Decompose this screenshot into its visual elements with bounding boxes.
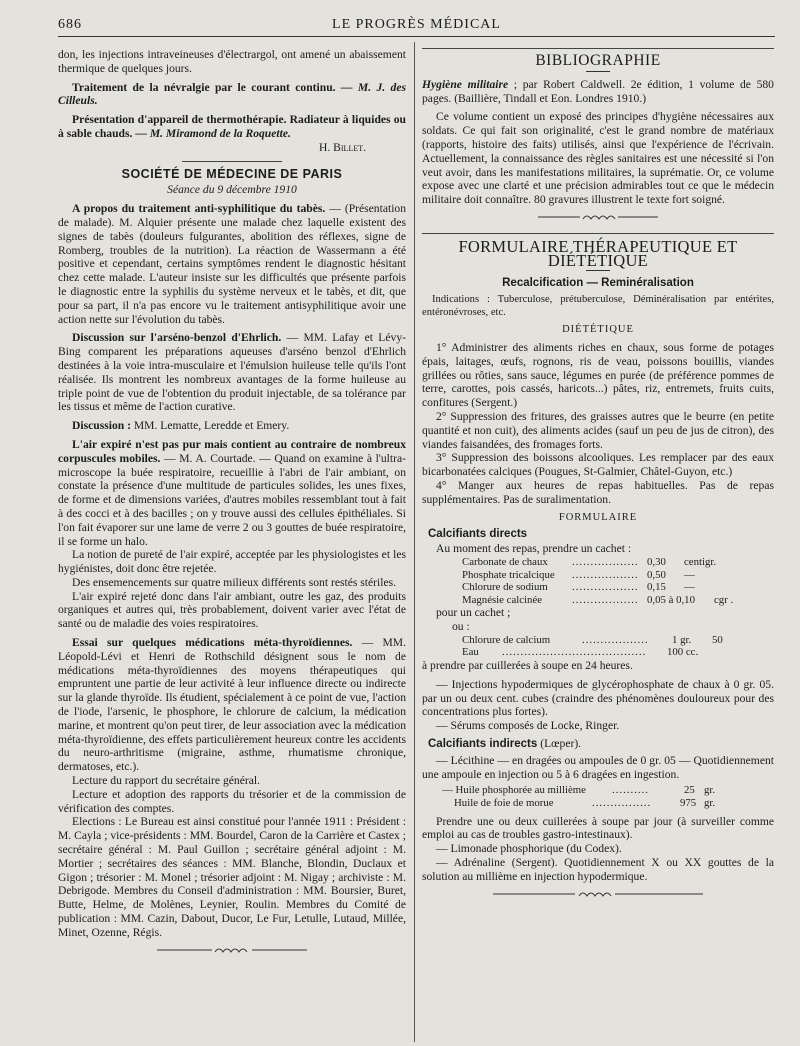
section-rule bbox=[422, 233, 774, 234]
dietetique-4: 4° Manger aux heures de repas habituelles. Pas de repas supplémentaires. Pas de suralimentation. bbox=[422, 478, 774, 506]
recalcification-title: Recalcification — Reminéralisation bbox=[502, 277, 694, 290]
biblio-reference bbox=[422, 78, 774, 106]
right-column bbox=[422, 48, 774, 905]
entry-title: Traitement de la névralgie par le courant continu. bbox=[72, 80, 336, 94]
paragraph-air-expire bbox=[58, 438, 406, 548]
end-ornament bbox=[422, 888, 774, 902]
formulaire-label: FORMULAIRE bbox=[558, 511, 638, 523]
paragraph-discussion bbox=[58, 419, 406, 433]
column-divider bbox=[414, 42, 415, 1042]
entry-title: Essai sur quelques médications méta-thyroïdiennes. bbox=[72, 636, 353, 650]
prescription-2 bbox=[422, 634, 774, 659]
entry-title: Discussion sur l'arséno-benzol d'Ehrlich. bbox=[72, 331, 282, 345]
bibliographie-title: BIBLIOGRAPHIE bbox=[535, 52, 661, 69]
page-number: 686 bbox=[58, 17, 82, 32]
a-prendre: à prendre par cuillerées à soupe en 24 heures. bbox=[422, 659, 633, 673]
calcifiants-indirects-author: (Lœper). bbox=[540, 737, 582, 751]
seance-date: Séance du 9 décembre 1910 bbox=[167, 183, 297, 197]
paragraph-lecture: Lecture du rapport du secrétaire général. bbox=[72, 774, 260, 788]
paragraph-meta-thyroid bbox=[58, 636, 406, 774]
lecithine: — Lécithine — en dragées ou ampoules de 0 gr. 05 — Quotidiennement une ampoule en injection ou 5 à 6 dragées en ingestion. bbox=[422, 753, 774, 781]
rx-line: Carbonate de chaux .................. 0,30 centigr. bbox=[462, 555, 717, 568]
au-moment: Au moment des repas, prendre un cachet : bbox=[436, 542, 632, 556]
limonade: — Limonade phosphorique (du Codex). bbox=[436, 842, 622, 856]
paragraph-tabes bbox=[58, 202, 406, 326]
top-rule bbox=[422, 48, 774, 49]
left-column bbox=[58, 48, 406, 961]
rx-line: — Huile phosphorée au millième .......... 25 gr. bbox=[442, 784, 716, 797]
calcifiants-directs-title: Calcifiants directs bbox=[428, 528, 528, 541]
paragraph-elections: Elections : Le Bureau est ainsi constitué pour l'année 1911 : Président : M. Cayla ; vice-présidents : MM. Bourdel, Caron de la Carrière et Castex ; secrétaire général : M. Paul Guillon ; secrétaire général adjoint : M. Mortier ; secrétaires des séances : MM. Blanche, Blondin, Duclaux et Gigon ; trésorier : M. Monel ; trésorier adjoint : M. Nigay ; archiviste : M. Debrigode. Membres du Conseil d'administration : MM. Boursier, Buret, Butte, Helme, de Molènes, Leynier, Roulin. Membres du Comité de publication : MM. Cazin, Dabout, Ducor, Le Fur, Letulle, Lutaud, Millée, Minet, Ozenne, Régis. bbox=[58, 815, 406, 939]
serums: — Sérums composés de Locke, Ringer. bbox=[436, 719, 620, 733]
prendre: Prendre une ou deux cuillerées à soupe par jour (à surveiller comme emploi au cas de troubles gastro-intestinaux). bbox=[422, 814, 774, 842]
ou-label: ou : bbox=[452, 620, 470, 634]
biblio-review: Ce volume contient un exposé des principes d'hygiène nécessaires aux soldats. Ce qui fait son originalité, c'est le grand nombre de matériaux (rapports, histoire des faits) utilisés, ainsi que l'expérience de l'écrivain. Actuellement, la connaissance des règles sanitaires est une nécessité si l'on veut avoir, dans les manifestations militaires, la suprématie. Or, ce volume expose avec une clarté et une précision admirables tout ce que le médecin militaire doit connaître. 80 gravures illustrent le texte fort soigné. bbox=[422, 110, 774, 207]
signature: H. Billet. bbox=[318, 140, 366, 154]
entry-title: Présentation d'appareil de thermothérapie. Radiateur à liquides ou à sable chauds. bbox=[58, 113, 406, 140]
paragraph-ensemencements: Des ensemencements sur quatre milieux différents sont restés stériles. bbox=[72, 575, 396, 589]
dietetique-3: 3° Suppression des boissons alcooliques. Les remplacer par des eaux bicarbonatées calciques (Pougues, St-Galmier, Châtel-Guyon, etc.) bbox=[422, 451, 774, 479]
entry-authors: — M. J. des Cilleuls. bbox=[58, 80, 406, 108]
end-ornament bbox=[58, 944, 406, 958]
rx-line: Eau ....................................... 100 cc. bbox=[462, 646, 699, 659]
calcifiants-indirects-title: Calcifiants indirects bbox=[428, 738, 538, 751]
section-title: SOCIÉTÉ DE MÉDECINE DE PARIS bbox=[121, 166, 343, 181]
entry-body: MM. Lematte, Leredde et Emery. bbox=[133, 419, 290, 433]
paragraph-adoption: Lecture et adoption des rapports du trésorier et de la commission de vérification des comptes. bbox=[58, 787, 406, 815]
entry-body: — (Présentation de malade). M. Alquier présente une malade chez laquelle existent des signes de tabès (douleurs fulgurantes, abolition des réflexes, signe de Romberg, troubles de la nutrition). La réaction de Wassermann a été positive et cependant, certains symptômes rendent le diagnostic hésitant chez cette malade. L'auteur insiste sur les difficultés que présente parfois le diagnostic entre la syphilis du système nerveux et le tabès, et dit, que pour sa part, il n'a pas encore vu le traitement antisyphilitique avoir une action nette sur l'évolution du tabès. bbox=[58, 202, 407, 326]
adrenaline: — Adrénaline (Sergent). Quotidiennement X ou XX gouttes de la solution au millième en injection hypodermique. bbox=[422, 856, 774, 883]
rx-line: Phosphate tricalcique .................. 0,50 — bbox=[462, 568, 695, 581]
entry-presentation bbox=[58, 113, 406, 141]
book-title: Hygiène militaire bbox=[422, 77, 509, 91]
formulaire-title: FORMULAIRE THÉRAPEUTIQUE ET DIÉTÉTIQUE bbox=[458, 236, 738, 270]
rx-line: Huile de foie de morue ................ 975 gr. bbox=[454, 797, 716, 810]
dietetique-1: 1° Administrer des aliments riches en chaux, sous forme de potages épais, laitages, œufs, rognons, ris de veau, poissons bouillis, viandes grillées ou rôties, sans sauce, légumes en purée (de préférence pommes de terre, carottes, pois cassés, haricots...) pâtes, riz, entremets, fruits cuits, confitures (Sergent.) bbox=[422, 340, 774, 410]
title-rule bbox=[586, 71, 610, 72]
entry-body: — MM. Léopold-Lévi et Henri de Rothschild désignent sous le nom de médications méta-thyroïdiennes des moyens thérapeutiques qui empruntent une partie de leur activité à leur influence directe ou indirecte sur la glande thyroïde. Ils étudient, spécialement à ce point de vue, l'action de l'iode, l'arsenic, le phosphore, le chlorure de calcium, la médication marine, et montrent qu'on peut tirer, de leur association avec la médication méta-thyroïdienne, des effets particulièrement heureux contre les accidents du neuro-arthritisme (migraine, asthme, rhumatisme chronique, dermatoses, etc.). bbox=[58, 636, 406, 774]
rx-line: Magnésie calcinée .................. 0,05 à 0,10 cgr . bbox=[462, 593, 734, 606]
section-rule bbox=[182, 161, 282, 162]
title-rule bbox=[586, 270, 610, 271]
rx-line: Chlorure de calcium .................. 1 gr. 50 bbox=[462, 633, 723, 646]
ornament bbox=[422, 211, 774, 225]
indications: Indications : Tuberculose, prétuberculose, Déminéralisation par entérites, entéronévroses, etc. bbox=[422, 294, 774, 318]
page-header bbox=[58, 12, 775, 37]
paragraph-arseno bbox=[58, 331, 406, 414]
paragraph-intro: don, les injections intraveineuses d'électrargol, ont amené un abaissement thermique de quelques jours. bbox=[58, 48, 406, 75]
dietetique-label: DIÉTÉTIQUE bbox=[562, 324, 634, 336]
dietetique-2: 2° Suppression des fritures, des graisses autres que le beurre (en petite quantité et non cuit), des aliments acides (sauf un peu de jus de citron), des viandes faisandées, des fromages forts. bbox=[422, 409, 774, 451]
entry-body: — M. A. Courtade. — Quand on examine à l'ultra-microscope la buée respiratoire, recueillie à l'abri de l'air ambiant, on constate la présence d'une multitude de particules solides, les unes fixes, de forme et de dimensions variées, d'autres mobiles ressemblant tout à fait à des cocci et à des bacilles ; on y trouve aussi des cellules épithéliales. Si l'on fait évaporer sur une lame de verre 2 ou 3 gouttes de buée respiratoire, il se forme un halo. bbox=[58, 451, 406, 548]
paragraph-purete: La notion de pureté de l'air expiré, acceptée par les physiologistes et les hygiénistes, doit donc être rejetée. bbox=[58, 548, 406, 576]
pour-cachet: pour un cachet ; bbox=[436, 606, 511, 620]
rx-line: Chlorure de sodium .................. 0,15 — bbox=[462, 581, 695, 594]
calcifiants-indirects-heading bbox=[428, 737, 774, 752]
injections: — Injections hypodermiques de glycérophosphate de chaux à 0 gr. 05. par un ou deux cent. cubes (craindre des phénomènes douloureux pour des concentrations plus fortes). bbox=[422, 677, 774, 719]
journal-title: LE PROGRÈS MÉDICAL bbox=[332, 17, 501, 32]
book-ref: ; par Robert Caldwell. 2e édition, 1 volume de 580 pages. (Baillière, Tindall et Eon. Londres 1910.) bbox=[422, 77, 774, 105]
entry-traitement bbox=[58, 81, 406, 109]
entry-title: L'air expiré n'est pas pur mais contient au contraire de nombreux corpuscules mobiles. bbox=[58, 437, 406, 465]
paragraph-air-rejete: L'air expiré rejeté donc dans l'air ambiant, outre les gaz, des produits organiques et autres qui, très probablement, doivent varier avec l'état de santé ou de maladie des voies respiratoires. bbox=[58, 589, 406, 631]
prescription-1 bbox=[422, 556, 774, 606]
entry-title: Discussion : bbox=[72, 419, 131, 433]
prescription-3 bbox=[422, 784, 774, 809]
entry-title: A propos du traitement anti-syphilitique du tabès. bbox=[72, 202, 326, 216]
entry-body: — MM. Lafay et Lévy-Bing comparent les préparations aqueuses d'arséno benzol d'Ehrlich destinées à la voie intra-musculaire et l'émulsion huileuse telle qu'ils l'ont réalisée. Ils montrent les nombreux avantages de la forme huileuse au triple point de vue de l'obtention du produit injectable, de sa tolérance par les tissus et même de l'action curative. bbox=[58, 331, 406, 414]
entry-authors: — M. Miramond de la Roquette. bbox=[135, 126, 291, 140]
